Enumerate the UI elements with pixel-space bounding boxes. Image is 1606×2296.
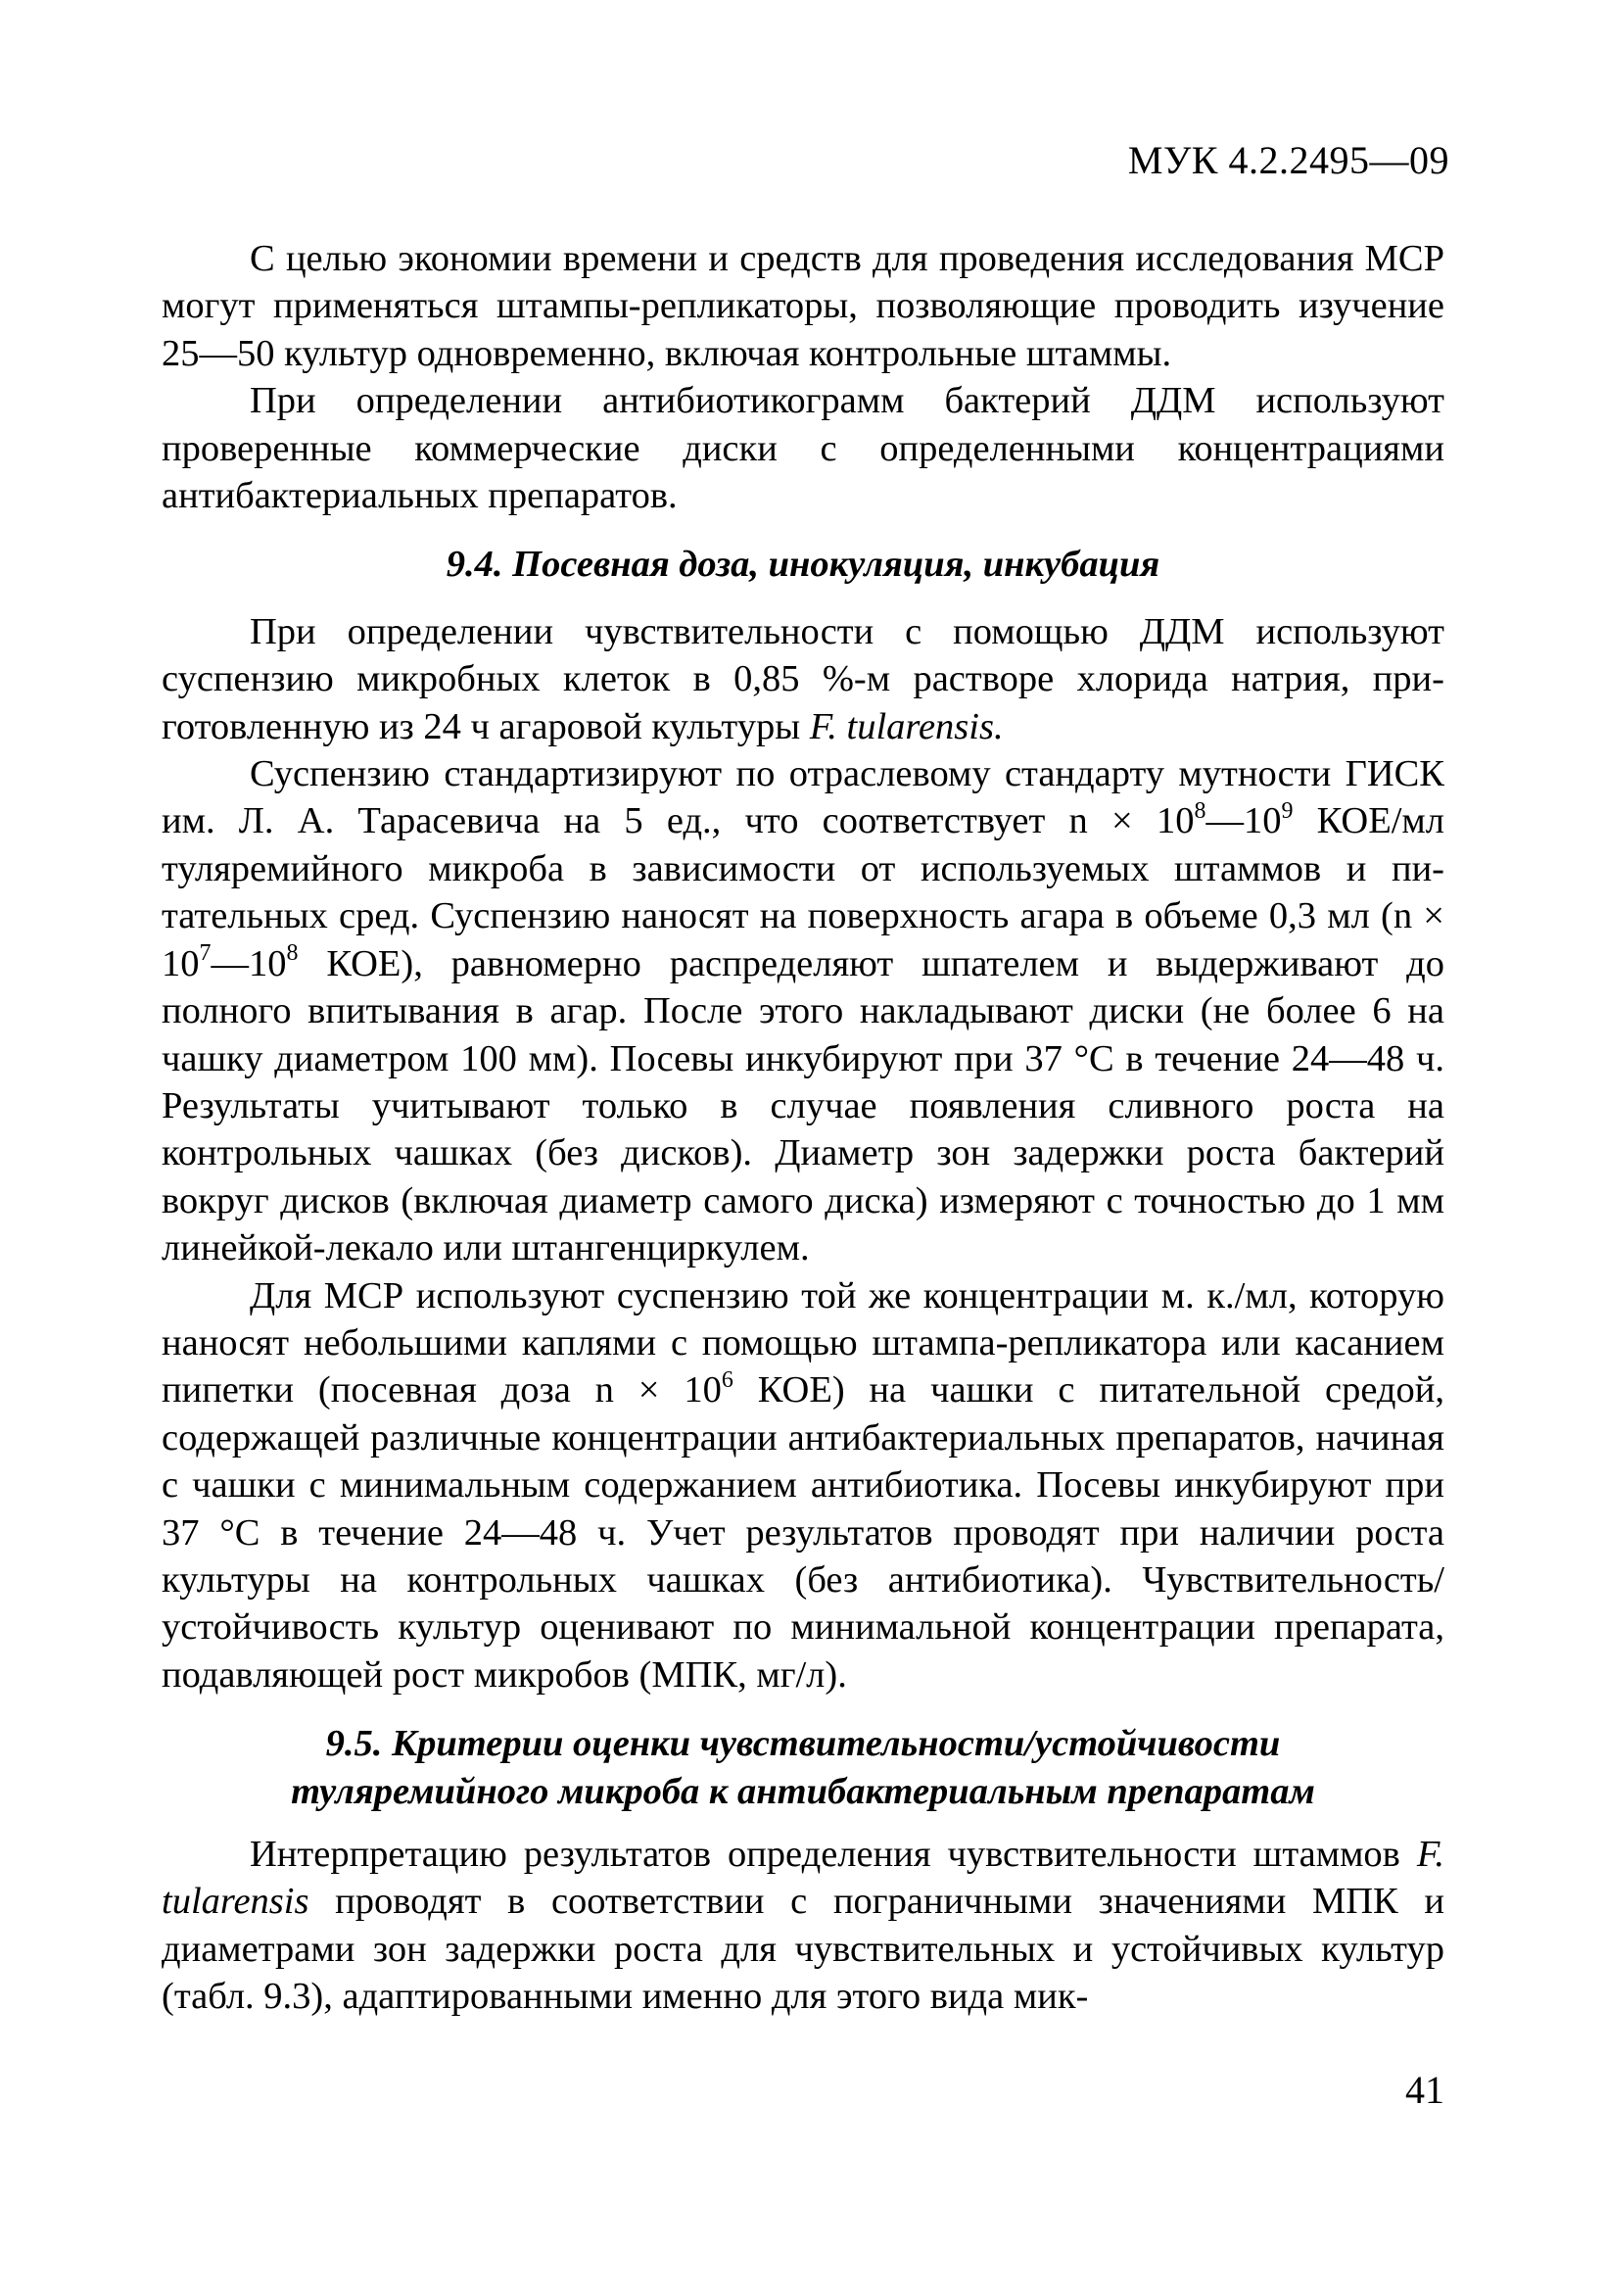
- paragraph-msr-method: [162, 1272, 1444, 1699]
- section-9-5-title-line1: 9.5. Критерии оценки чувствительности/устойчивости: [325, 1723, 1281, 1765]
- paragraph-replicators: С целью экономии времени и средств для проведения исследования МСР могут применяться штампы-репликаторы, позволяющие проводить изучение 25—50 культур одновременно, включая контрольные штаммы.: [162, 238, 1444, 374]
- paragraph-antibiotic-discs: При определении антибиотикограмм бактерий ДДМ используют проверенные коммерческие диски с определенными концентрациями антибактериальных препаратов.: [162, 380, 1444, 517]
- species-name: F. tularensis.: [809, 705, 1004, 747]
- superscript: 8: [1194, 797, 1206, 824]
- document-code: МУК 4.2.2495—09: [1127, 138, 1449, 182]
- section-9-4-title: 9.4. Посевная доза, инокуляция, инкубация: [446, 544, 1160, 586]
- text-run: —10: [211, 942, 287, 984]
- page-number: 41: [1405, 2068, 1444, 2112]
- section-9-5-title: [162, 1720, 1444, 1815]
- paragraph-standardization: [162, 750, 1444, 1271]
- text-run: —10: [1205, 800, 1282, 842]
- superscript: 8: [286, 939, 299, 966]
- text-run: КОЕ), равномерно распределяют шпателем и выдерживают до полного впитывания в агар. После этого накладывают диски (не более 6 на чашку диаметром 100 мм). Посевы инкубируют при 37 °С в течение 24—48 ч. Результаты учитывают только в случае появления сливного роста на контрольных чашках (без дисков). Диаметр зон задержки роста бактерий вокруг дисков (включая диаметр самого диска) измеряют с точностью до 1 мм линейкой-лекало или штангенциркулем.: [162, 942, 1444, 1269]
- text-run: КОЕ) на чашки с питательной средой, содержащей различные концентрации антибактериальных препаратов, начиная с чашки с минимальным содержанием антибиотика. Посевы инкубируют при 37 °С в течение 24—48 ч. Учет результатов проводят при наличии роста культуры на контрольных чашках (без антибиотика). Чувствительность/устойчивость культур оценивают по минимальной концентрации препарата, подавляющей рост микробов (МПК, мг/л).: [162, 1369, 1444, 1696]
- superscript: 6: [721, 1366, 733, 1393]
- text-run: Для МСР используют суспензию той же концентрации м. к./мл, которую наносят небольшими каплями с помощью штампа-репликатора или касанием пипетки (посевная доза n × 10: [162, 1274, 1444, 1411]
- species-name: F. tularensis: [162, 1834, 1444, 1923]
- paragraph-interpretation: [162, 1831, 1444, 2021]
- text-run: При определении чувствительности с помощью ДДМ используют суспензию микробных клеток в 0,85 %-м растворе хлорида натрия, приготовленную из 24 ч агаровой культуры: [162, 610, 1444, 747]
- text-run: Суспензию стандартизируют по отраслевому стандарту мутности ГИСК им. Л. А. Тарасевича на 5 ед., что соответствует n × 10: [162, 753, 1444, 842]
- text-run: проводят в соответствии с пограничными значениями МПК и диаметрами зон задержки роста для чувствительных и устойчивых культур (табл. 9.3), адаптированными именно для этого вида мик-: [162, 1881, 1444, 2018]
- paragraph-suspension: [162, 608, 1444, 750]
- body-text: [162, 235, 1444, 2021]
- text-run: Интерпретацию результатов определения чувствительности штаммов: [250, 1834, 1417, 1875]
- section-9-5-title-line2: туляремийного микроба к антибактериальным препаратам: [291, 1770, 1315, 1812]
- superscript: 7: [199, 939, 212, 966]
- superscript: 9: [1281, 797, 1294, 824]
- text-run: КОЕ/мл туляремийного микроба в зависимости от используемых штаммов и питательных сред. Суспензию наносят на поверхность агара в объеме 0,3 мл (n × 10: [162, 800, 1444, 984]
